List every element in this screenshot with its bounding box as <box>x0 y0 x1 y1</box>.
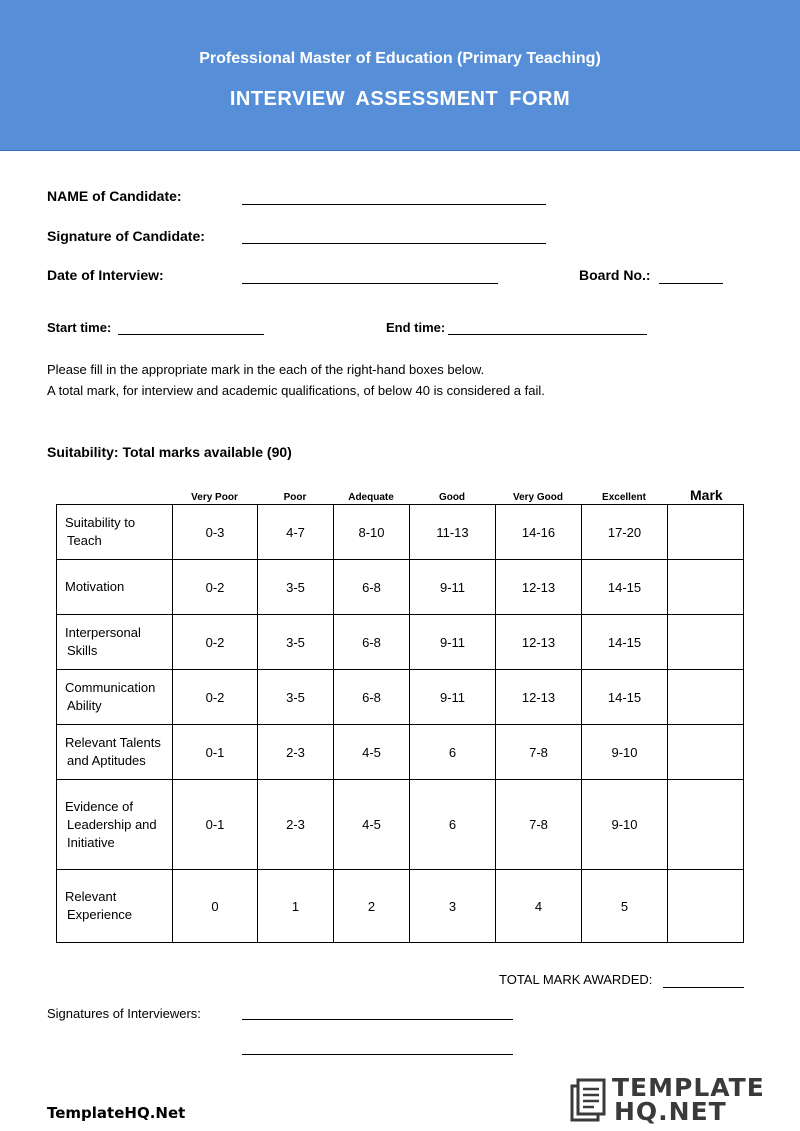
mark-input-cell[interactable] <box>668 780 744 870</box>
score-range-cell: 0-1 <box>173 725 258 780</box>
table-row <box>57 670 744 725</box>
score-range-cell: 2-3 <box>258 725 334 780</box>
criterion-label: Relevant <box>65 889 117 904</box>
score-range-cell: 11-13 <box>410 505 496 560</box>
score-range-cell: 0 <box>173 870 258 943</box>
table-row <box>57 505 744 560</box>
criterion-cell <box>57 560 173 615</box>
score-range-cell: 6 <box>410 780 496 870</box>
criterion-cell <box>57 505 173 560</box>
score-range-cell: 6-8 <box>334 670 410 725</box>
score-range-cell: 9-10 <box>582 780 668 870</box>
score-range-cell: 5 <box>582 870 668 943</box>
column-header: Excellent <box>602 492 646 503</box>
score-range-cell: 0-2 <box>173 670 258 725</box>
mark-input-cell[interactable] <box>668 725 744 780</box>
score-range-cell: 8-10 <box>334 505 410 560</box>
score-range-cell: 9-11 <box>410 615 496 670</box>
interviewer-signature-field-2[interactable] <box>242 1054 513 1055</box>
criterion-cell <box>57 725 173 780</box>
criterion-label: Motivation <box>65 579 125 594</box>
table-row <box>57 725 744 780</box>
start-time-label: Start time: <box>47 320 112 335</box>
end-time-label: End time: <box>386 320 446 335</box>
score-range-cell: 12-13 <box>496 615 582 670</box>
score-range-cell: 3-5 <box>258 615 334 670</box>
mark-column-header: Mark <box>690 487 723 503</box>
score-range-cell: 9-11 <box>410 670 496 725</box>
score-range-cell: 7-8 <box>496 780 582 870</box>
signature-field[interactable] <box>242 243 546 244</box>
criterion-label: and Aptitudes <box>67 753 146 768</box>
logo-line-1: TEMPLATE <box>612 1073 765 1102</box>
criterion-label: Initiative <box>67 834 115 850</box>
score-range-cell: 9-10 <box>582 725 668 780</box>
logo-line-2: HQ.NET <box>614 1097 727 1126</box>
score-range-cell: 3-5 <box>258 560 334 615</box>
score-range-cell: 12-13 <box>496 560 582 615</box>
criterion-cell <box>57 615 173 670</box>
score-range-cell: 0-2 <box>173 560 258 615</box>
column-header: Adequate <box>348 492 394 503</box>
score-range-cell: 14-15 <box>582 560 668 615</box>
interviewers-label: Signatures of Interviewers: <box>47 1006 201 1021</box>
document-icon <box>568 1078 608 1124</box>
table-row <box>57 560 744 615</box>
score-range-cell: 4-5 <box>334 725 410 780</box>
start-time-field[interactable] <box>118 334 264 335</box>
score-range-cell: 3-5 <box>258 670 334 725</box>
criterion-cell <box>57 670 173 725</box>
criterion-cell <box>57 870 173 943</box>
score-range-cell: 4 <box>496 870 582 943</box>
mark-input-cell[interactable] <box>668 670 744 725</box>
column-header: Very Poor <box>191 492 238 503</box>
total-mark-label: TOTAL MARK AWARDED: <box>499 972 653 987</box>
score-range-cell: 6 <box>410 725 496 780</box>
criterion-label: Evidence of <box>65 798 133 814</box>
score-range-cell: 12-13 <box>496 670 582 725</box>
column-header: Poor <box>283 492 307 503</box>
form-title: INTERVIEW ASSESSMENT FORM <box>229 88 571 110</box>
total-mark-field[interactable] <box>663 987 744 988</box>
score-range-cell: 17-20 <box>582 505 668 560</box>
score-range-cell: 4-5 <box>334 780 410 870</box>
criterion-cell <box>57 780 173 870</box>
score-range-cell: 14-15 <box>582 670 668 725</box>
form-header <box>0 0 800 151</box>
score-range-cell: 14-15 <box>582 615 668 670</box>
score-range-cell: 0-2 <box>173 615 258 670</box>
board-field[interactable] <box>659 283 723 284</box>
criterion-label: Relevant Talents <box>65 735 161 750</box>
instruction-line-2: A total mark, for interview and academic qualifications, of below 40 is considered a fail. <box>47 383 545 398</box>
name-label: NAME of Candidate: <box>47 188 182 204</box>
table-row <box>57 780 744 870</box>
score-range-cell: 6-8 <box>334 560 410 615</box>
scoring-table <box>56 504 744 943</box>
footer-brand: TemplateHQ.Net <box>47 1104 186 1122</box>
table-row <box>57 870 744 943</box>
score-range-cell: 2-3 <box>258 780 334 870</box>
score-range-cell: 3 <box>410 870 496 943</box>
table-row <box>57 615 744 670</box>
form-subtitle: Professional Master of Education (Primary Teaching) <box>199 50 601 67</box>
score-range-cell: 9-11 <box>410 560 496 615</box>
date-label: Date of Interview: <box>47 267 164 283</box>
score-range-cell: 14-16 <box>496 505 582 560</box>
score-range-cell: 1 <box>258 870 334 943</box>
score-range-cell: 6-8 <box>334 615 410 670</box>
templatehq-logo <box>568 1073 765 1126</box>
score-range-cell: 7-8 <box>496 725 582 780</box>
signature-label: Signature of Candidate: <box>47 228 205 244</box>
name-field[interactable] <box>242 204 546 205</box>
date-field[interactable] <box>242 283 498 284</box>
column-header: Good <box>438 492 466 503</box>
mark-input-cell[interactable] <box>668 505 744 560</box>
criterion-label: Interpersonal <box>65 625 141 640</box>
criterion-label: Leadership and <box>67 816 157 832</box>
mark-input-cell[interactable] <box>668 615 744 670</box>
score-range-cell: 0-1 <box>173 780 258 870</box>
column-header: Very Good <box>512 492 563 503</box>
criterion-label: Teach <box>67 533 102 548</box>
interviewer-signature-field-1[interactable] <box>242 1019 513 1020</box>
score-range-cell: 0-3 <box>173 505 258 560</box>
criterion-label: Suitability to <box>65 515 136 530</box>
instruction-line-1: Please fill in the appropriate mark in the each of the right-hand boxes below. <box>47 362 485 377</box>
criterion-label: Ability <box>67 698 102 713</box>
criterion-label: Communication <box>65 680 156 695</box>
section-title: Suitability: Total marks available (90) <box>47 444 292 460</box>
mark-input-cell[interactable] <box>668 560 744 615</box>
criterion-label: Experience <box>67 907 133 922</box>
mark-input-cell[interactable] <box>668 870 744 943</box>
end-time-field[interactable] <box>448 334 647 335</box>
score-range-cell: 4-7 <box>258 505 334 560</box>
board-label: Board No.: <box>579 267 651 283</box>
score-range-cell: 2 <box>334 870 410 943</box>
criterion-label: Skills <box>67 643 98 658</box>
